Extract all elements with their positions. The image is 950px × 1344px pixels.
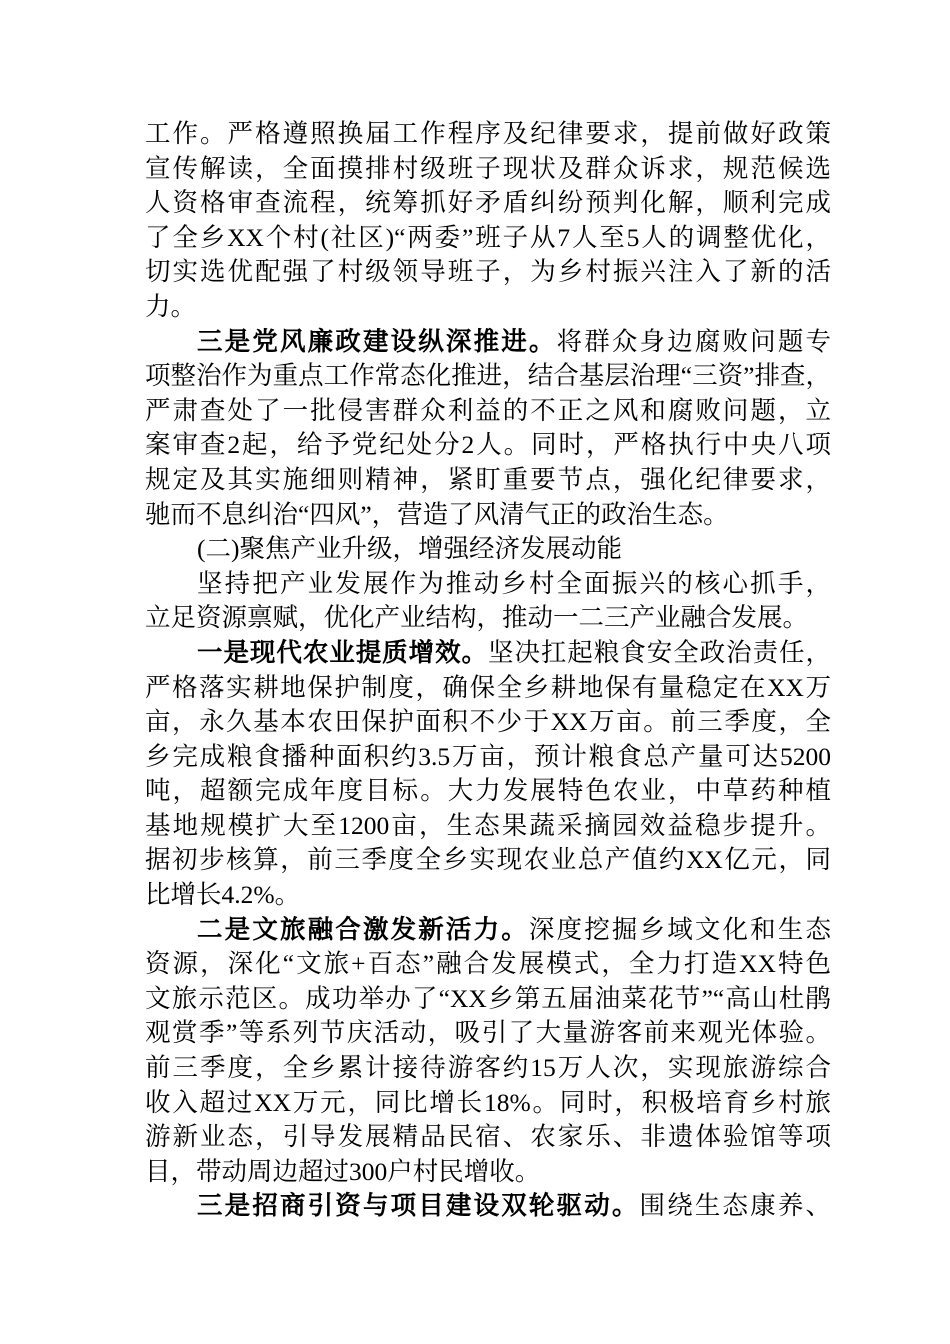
text-line <box>145 290 831 325</box>
line-text: 严肃查处了一批侵害群众利益的不正之风和腐败问题，立 <box>145 395 831 425</box>
paragraph <box>145 567 831 636</box>
line-text: 乡完成粮食播种面积约3.5万亩，预计粮食总产量可达5200 <box>145 741 831 771</box>
paragraph <box>145 532 831 567</box>
line-text: 前三季度，全乡累计接待游客约15万人次，实现旅游综合 <box>145 1053 831 1083</box>
text-line <box>145 1086 831 1121</box>
text-line <box>145 671 831 706</box>
line-text: 比增长4.2%。 <box>145 880 301 910</box>
line-text: 将群众身边腐败问题专 <box>556 326 831 356</box>
text-line <box>145 601 831 636</box>
line-text: 人资格审查流程，统筹抓好矛盾纠纷预判化解，顺利完成 <box>145 188 831 218</box>
line-text: 目，带动周边超过300户村民增收。 <box>145 1156 541 1186</box>
line-text: 围绕生态康养、 <box>639 1191 831 1221</box>
text-line <box>145 428 831 463</box>
line-text: 游新业态，引导发展精品民宿、农家乐、非遗体验馆等项 <box>145 1122 831 1152</box>
paragraph <box>145 913 831 1190</box>
text-line <box>145 913 831 948</box>
line-text: 观赏季”等系列节庆活动，吸引了大量游客前来观光体验。 <box>145 1018 831 1048</box>
document-body <box>145 117 831 1224</box>
line-text: 吨，超额完成年度目标。大力发展特色农业，中草药种植 <box>145 776 831 806</box>
line-text: 严格落实耕地保护制度，确保全乡耕地保有量稳定在XX万 <box>145 672 831 702</box>
line-text: 亩，永久基本农田保护面积不少于XX万亩。前三季度，全 <box>145 707 831 737</box>
text-line <box>145 532 831 567</box>
text-line <box>145 947 831 982</box>
text-line <box>145 740 831 775</box>
paragraph <box>145 325 831 533</box>
line-text: 驰而不息纠治“四风”，营造了风清气正的政治生态。 <box>145 499 729 529</box>
line-text: 工作。严格遵照换届工作程序及纪律要求，提前做好政策 <box>145 119 831 148</box>
text-line <box>145 636 831 671</box>
text-line <box>145 394 831 429</box>
paragraph <box>145 636 831 913</box>
text-line <box>145 1051 831 1086</box>
line-text: 文旅示范区。成功举办了“XX乡第五届油菜花节”“高山杜鹃 <box>145 983 831 1013</box>
text-line <box>145 809 831 844</box>
text-line <box>145 117 831 152</box>
line-text: 坚持把产业发展作为推动乡村全面振兴的核心抓手， <box>197 568 831 598</box>
line-text: 项整治作为重点工作常态化推进，结合基层治理“三资”排查， <box>145 361 831 391</box>
line-text: 深度挖掘乡域文化和生态 <box>528 914 831 944</box>
line-text: 资源，深化“文旅+百态”融合发展模式，全力打造XX特色 <box>145 949 831 979</box>
text-line <box>145 567 831 602</box>
line-text: 了全乡XX个村(社区)“两委”班子从7人至5人的调整优化， <box>145 222 831 252</box>
text-line <box>145 982 831 1017</box>
bold-heading: 三是党风廉政建设纵深推进。 <box>197 326 557 356</box>
text-line <box>145 705 831 740</box>
line-text: (二)聚焦产业升级，增强经济发展动能 <box>197 534 622 564</box>
text-line <box>145 774 831 809</box>
line-text: 切实选优配强了村级领导班子，为乡村振兴注入了新的活 <box>145 257 831 287</box>
text-line <box>145 1189 831 1224</box>
line-text: 规定及其实施细则精神，紧盯重要节点，强化纪律要求， <box>145 464 831 494</box>
bold-heading: 三是招商引资与项目建设双轮驱动。 <box>197 1191 640 1221</box>
text-line <box>145 152 831 187</box>
line-text: 案审查2起，给予党纪处分2人。同时，严格执行中央八项 <box>145 430 831 460</box>
paragraph <box>145 1189 831 1224</box>
paragraph <box>145 117 831 325</box>
bold-heading: 二是文旅融合激发新活力。 <box>197 914 529 944</box>
line-text: 据初步核算，前三季度全乡实现农业总产值约XX亿元，同 <box>145 845 831 875</box>
text-line <box>145 1016 831 1051</box>
text-line <box>145 186 831 221</box>
line-text: 宣传解读，全面摸排村级班子现状及群众诉求，规范候选 <box>145 153 831 183</box>
text-line <box>145 255 831 290</box>
text-line <box>145 221 831 256</box>
text-line <box>145 325 831 360</box>
text-line <box>145 1155 831 1190</box>
bold-heading: 一是现代农业提质增效。 <box>197 637 489 667</box>
line-text: 坚决扛起粮食安全政治责任， <box>488 637 831 667</box>
line-text: 基地规模扩大至1200亩，生态果蔬采摘园效益稳步提升。 <box>145 810 831 840</box>
text-line <box>145 498 831 533</box>
line-text: 收入超过XX万元，同比增长18%。同时，积极培育乡村旅 <box>145 1087 831 1117</box>
text-line <box>145 1120 831 1155</box>
text-line <box>145 359 831 394</box>
text-line <box>145 878 831 913</box>
text-line <box>145 843 831 878</box>
line-text: 立足资源禀赋，优化产业结构，推动一二三产业融合发展。 <box>145 603 809 633</box>
line-text: 力。 <box>145 291 197 321</box>
text-line <box>145 463 831 498</box>
